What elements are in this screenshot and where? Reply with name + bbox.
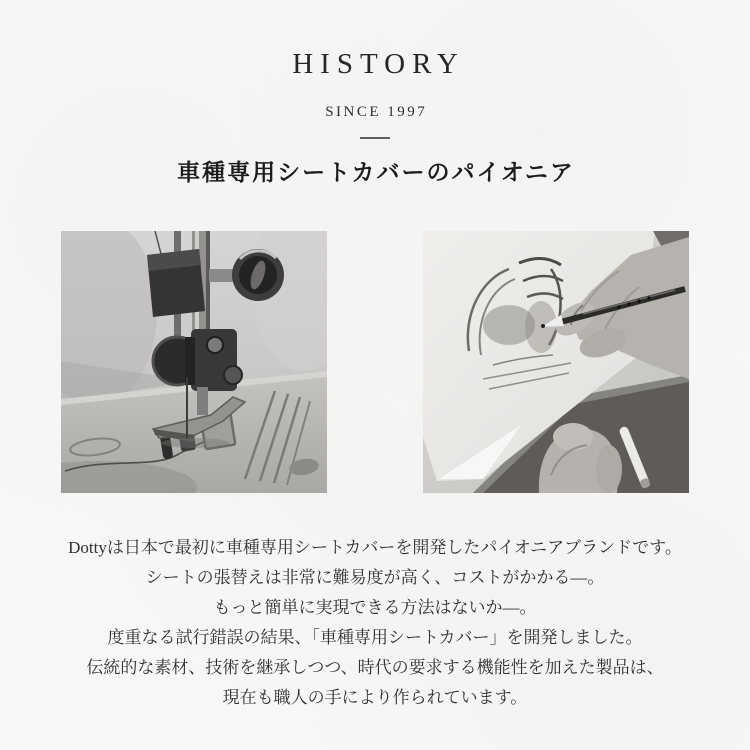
divider-line [360,137,390,139]
story-line-5: 伝統的な素材、技術を継承しつつ、時代の要求する機能性を加えた製品は、 [86,658,664,677]
story-line-3: もっと簡単に実現できる方法はないか―。 [213,598,537,617]
photo-row [0,231,750,493]
story-line-6: 現在も職人の手により作られています。 [222,688,528,707]
section-header [0,0,750,189]
sewing-machine-photo [61,231,327,493]
story-line-2: シートの張替えは非常に難易度が高く、コストがかかる―。 [145,568,605,587]
story-line-4: 度重なる試行錯誤の結果、「車種専用シートカバー」を開発しました。 [107,628,643,647]
section-subtitle: SINCE 1997 [325,104,428,120]
brand-story [0,533,750,713]
sewing-machine-illustration [61,231,327,493]
design-sketch-photo [423,231,689,493]
section-tagline: 車種専用シートカバーのパイオニア [177,160,575,185]
story-line-1: Dottyは日本で最初に車種専用シートカバーを開発したパイオニアブランドです。 [68,538,682,557]
design-sketch-illustration [423,231,689,493]
section-title: HISTORY [292,48,465,80]
